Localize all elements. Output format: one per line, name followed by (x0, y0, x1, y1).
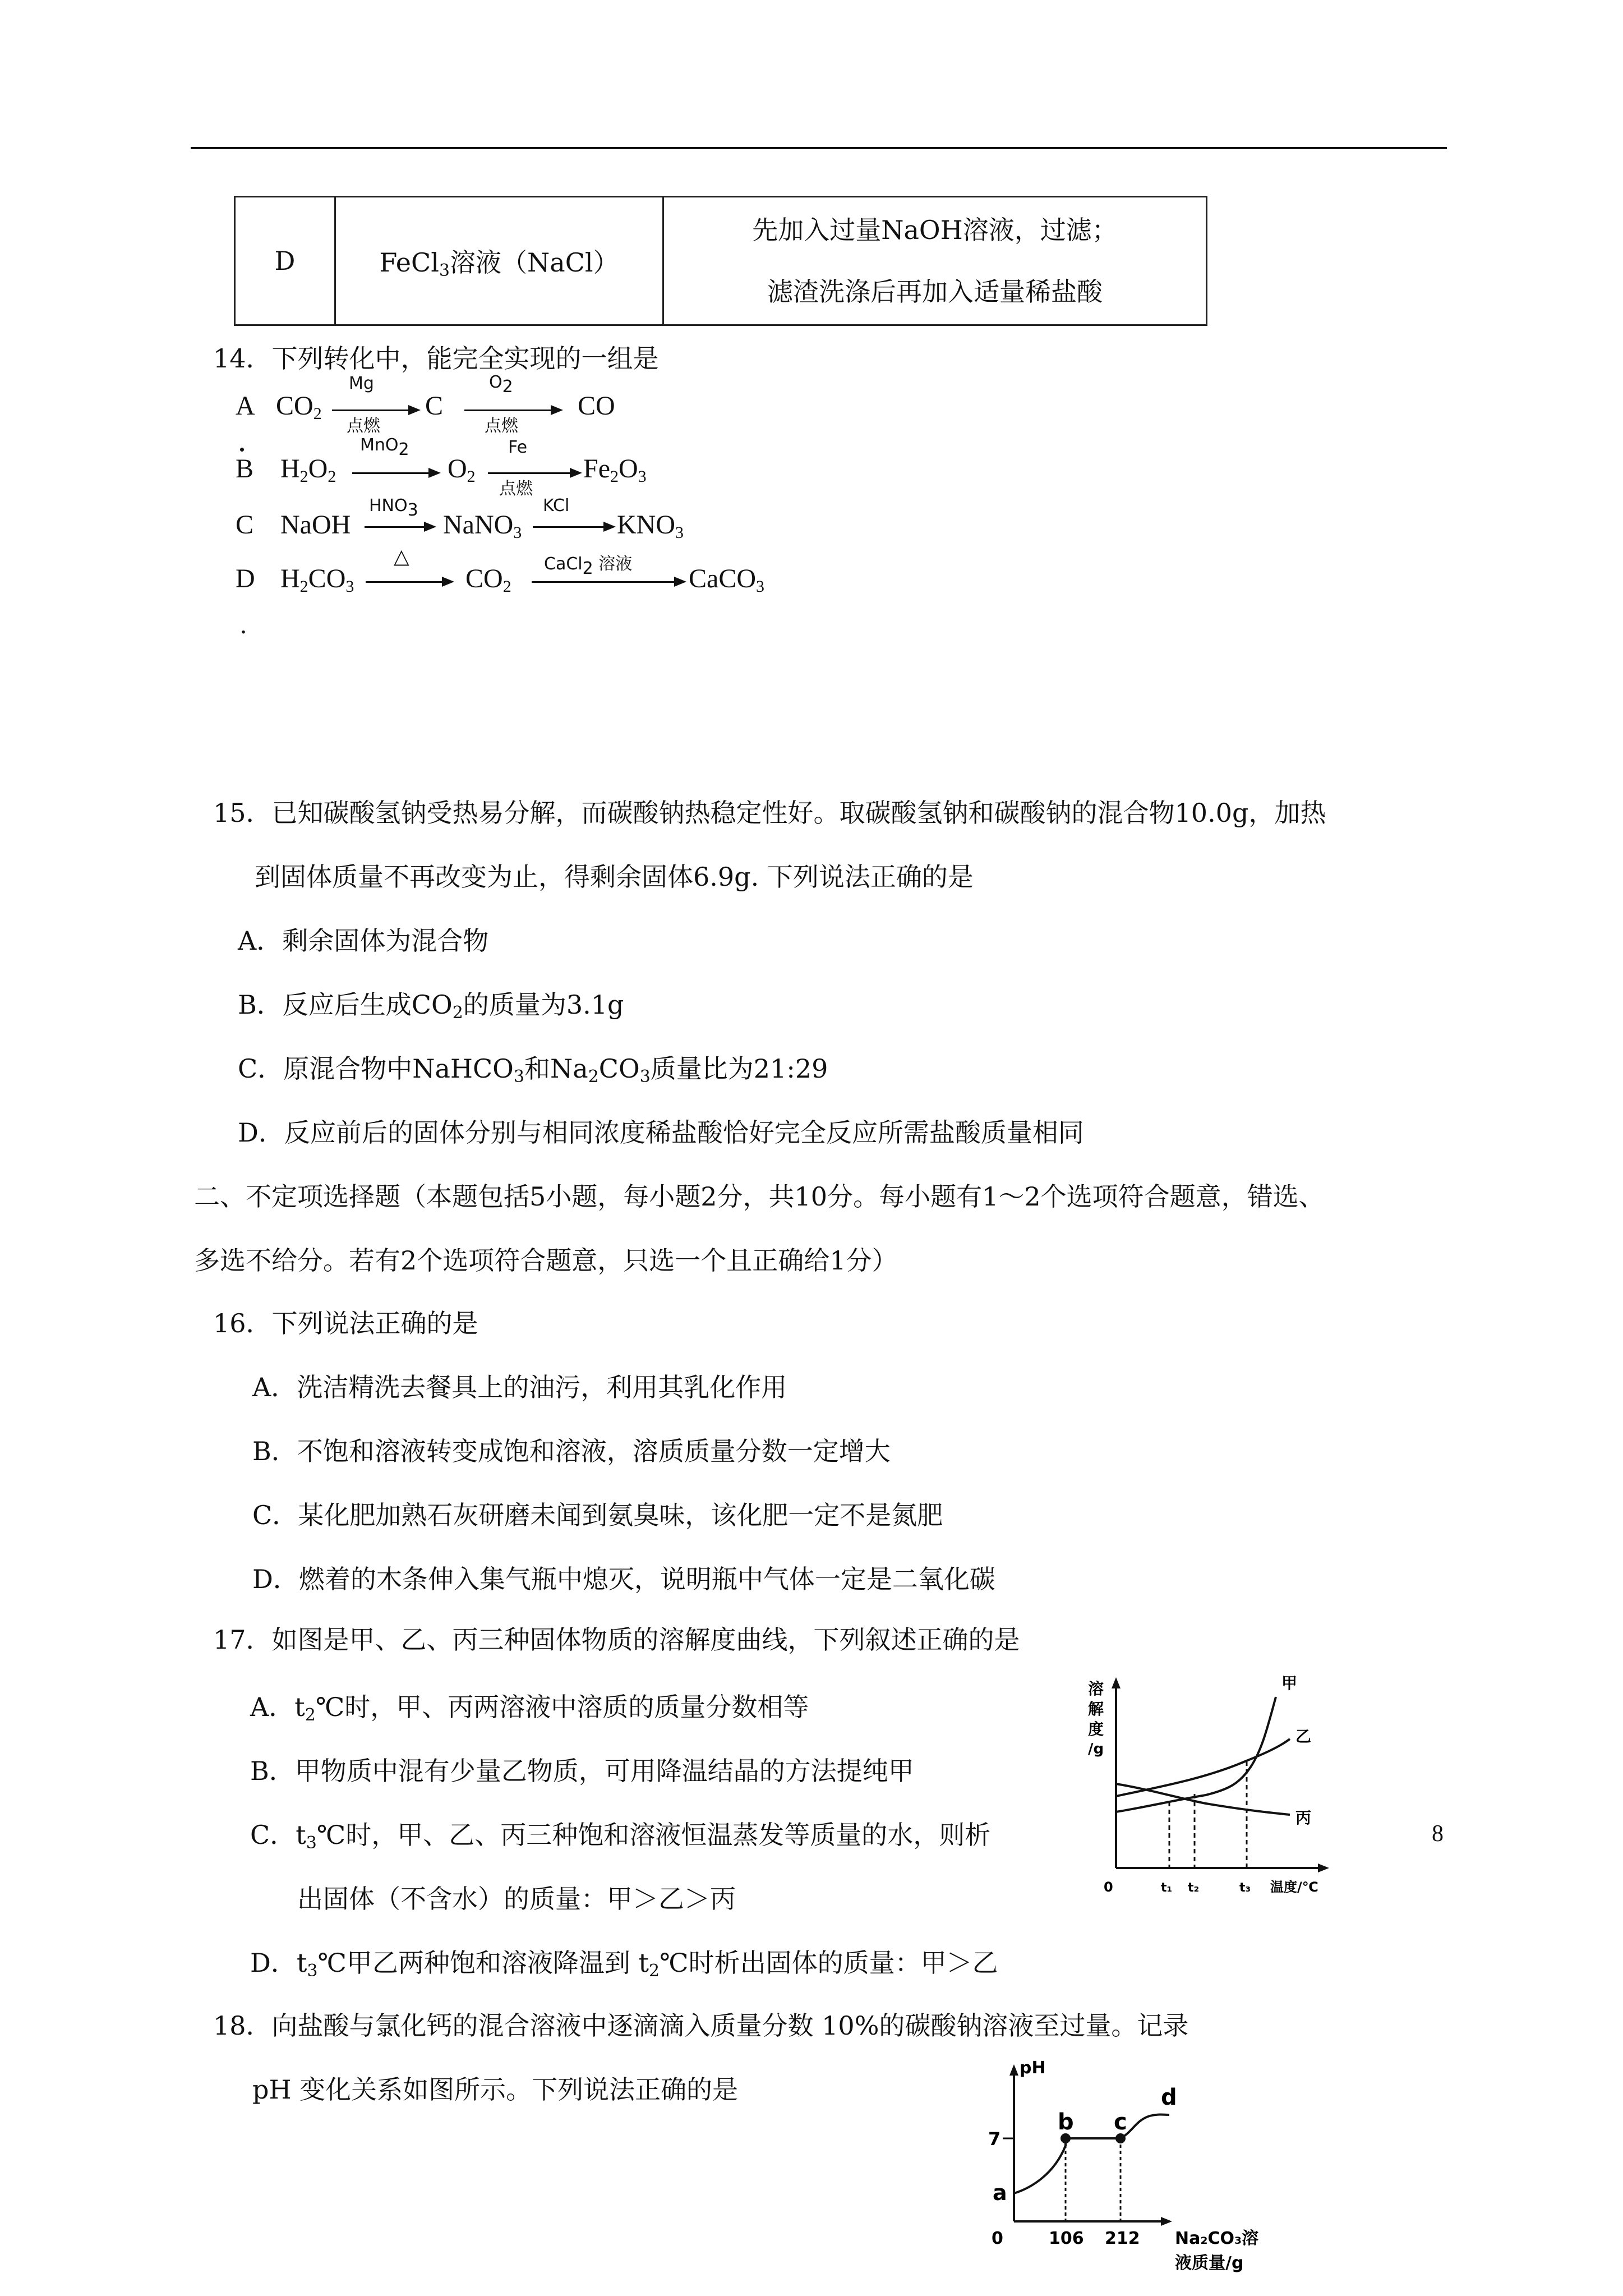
table-cell-method (663, 197, 1207, 325)
substance-sub: 3 (439, 261, 450, 280)
arrow-head-icon (603, 522, 616, 532)
reaction-arrow (464, 409, 553, 411)
sub: 3 (306, 1833, 317, 1853)
q17-option-d (250, 1947, 998, 1979)
label-sub: 2 (502, 377, 513, 397)
origin-label: 0 (992, 2229, 1003, 2248)
species (583, 453, 647, 484)
x-tick-212: 212 (1105, 2229, 1140, 2248)
species (276, 390, 322, 421)
text: A．t (250, 1692, 305, 1722)
formula: O (619, 454, 638, 484)
y-label-3: 度 (1088, 1720, 1104, 1738)
dot-mark (240, 448, 244, 452)
q17-option-c (250, 1819, 990, 1851)
label-a: a (993, 2180, 1007, 2205)
formula-sub: 3 (345, 577, 354, 596)
curve-yi (1116, 1739, 1290, 1796)
label-sub: 2 (582, 559, 593, 578)
species (280, 563, 354, 594)
q15-option-a: A．剩余固体为混合物 (238, 926, 489, 956)
species: C (425, 391, 444, 421)
arrow-label-top (369, 496, 418, 520)
q16-stem: 16．下列说法正确的是 (213, 1308, 478, 1338)
arrow-label-bottom: 点燃 (347, 416, 380, 436)
q16-option-c: C．某化肥加熟石灰研磨未闻到氨臭味，该化肥一定不是氮肥 (252, 1500, 943, 1530)
q15-option-d: D．反应前后的固体分别与相同浓度稀盐酸恰好完全反应所需盐酸质量相同 (238, 1117, 1084, 1148)
formula: O (448, 454, 467, 484)
table-cell-option (235, 197, 335, 325)
x-axis-label-2: 液质量/g (1175, 2253, 1244, 2273)
formula-sub: 3 (513, 523, 522, 542)
q15-option-b (238, 988, 624, 1021)
q16-option-b: B．不饱和溶液转变成饱和溶液，溶质质量分数一定增大 (252, 1436, 891, 1466)
formula: CO (465, 564, 503, 593)
species (465, 563, 511, 594)
formula-sub: 2 (299, 577, 308, 596)
y-tick-label: 7 (988, 2128, 1001, 2150)
sub: 2 (305, 1705, 316, 1725)
text: ℃甲乙两种饱和溶液降温到 t (317, 1948, 649, 1978)
reaction-arrow (352, 472, 431, 474)
reaction-arrow (366, 581, 444, 583)
q14-option-b (236, 453, 253, 484)
q14-option-d (236, 563, 255, 594)
formula: CaCO (689, 564, 756, 593)
label-d: d (1161, 2085, 1177, 2110)
sub: 2 (649, 1961, 660, 1981)
x-axis-arrow-icon (1318, 1864, 1329, 1872)
arrow-head-icon (424, 522, 436, 532)
curve-cd (1121, 2115, 1169, 2139)
label-c: c (1114, 2109, 1127, 2135)
y-label-4: /g (1088, 1741, 1104, 1757)
arrow-head-icon (408, 405, 421, 415)
formula-sub: 2 (502, 577, 511, 596)
reaction-arrow (332, 409, 411, 411)
table-row (235, 197, 1207, 325)
x-tick-106: 106 (1049, 2229, 1084, 2248)
y-label-2: 解 (1088, 1700, 1104, 1718)
q17-option-b: B．甲物质中混有少量乙物质，可用降温结晶的方法提纯甲 (250, 1756, 914, 1786)
option-letter: D (274, 246, 296, 276)
q16-option-a: A．洗洁精洗去餐具上的油污，利用其乳化作用 (252, 1372, 787, 1402)
arrow-label-top (544, 550, 633, 578)
section2-line2: 多选不给分。若有2个选项符合题意，只选一个且正确给1分） (194, 1245, 898, 1276)
text: C．t (250, 1820, 306, 1850)
formula-sub: 2 (328, 467, 336, 486)
tick-t1: t₁ (1161, 1881, 1173, 1895)
species: NaOH (280, 510, 351, 540)
y-label-1: 溶 (1088, 1680, 1104, 1698)
label-jia: 甲 (1281, 1674, 1298, 1692)
label-yi: 乙 (1295, 1727, 1312, 1746)
q15-stem-line1: 15．已知碳酸氢钠受热易分解，而碳酸钠热稳定性好。取碳酸氢钠和碳酸钠的混合物10.0g，加热 (213, 798, 1326, 828)
reaction-arrow (365, 526, 426, 528)
y-axis-arrow-icon (1112, 1677, 1121, 1688)
header-rule (191, 147, 1447, 149)
label-text: HNO (369, 496, 408, 516)
arrow-head-icon (442, 577, 454, 587)
arrow-label-top: Mg (349, 374, 374, 393)
text: 质量比为21:29 (650, 1053, 828, 1084)
formula-sub: 3 (756, 577, 764, 596)
arrow-label-top: Fe (508, 438, 528, 457)
label-sub: 2 (398, 440, 409, 459)
option-letter: B (236, 454, 254, 484)
label-text: MnO (360, 435, 399, 455)
formula: O (308, 454, 328, 484)
q17-option-c-cont: 出固体（不含水）的质量：甲＞乙＞丙 (297, 1884, 736, 1914)
option-letter: A (236, 391, 255, 421)
q14-option-a (236, 390, 322, 423)
option-letter: D (236, 564, 255, 593)
options-table (234, 196, 1207, 326)
formula-sub: 3 (638, 467, 647, 486)
text: ℃时，甲、乙、丙三种饱和溶液恒温蒸发等质量的水，则析 (316, 1820, 991, 1850)
arrow-label-top: KCl (543, 496, 570, 516)
substance-rest: 溶液（NaCl） (450, 247, 619, 278)
formula-sub: 3 (675, 523, 684, 542)
q18-stem-line1: 18．向盐酸与氯化钙的混合溶液中逐滴滴入质量分数 10%的碳酸钠溶液至过量。记录 (213, 2010, 1189, 2041)
y-axis-label: pH (1020, 2058, 1046, 2078)
species (617, 509, 684, 540)
q18-stem-line2: pH 变化关系如图所示。下列说法正确的是 (252, 2074, 739, 2105)
q14-stem: 14．下列转化中，能完全实现的一组是 (213, 343, 659, 374)
q16-option-d: D．燃着的木条伸入集气瓶中熄灭，说明瓶中气体一定是二氧化碳 (252, 1564, 995, 1594)
sub: 2 (588, 1067, 599, 1087)
reaction-arrow (532, 581, 676, 583)
arrow-label-bottom: 点燃 (485, 416, 518, 436)
formula-sub: 2 (467, 467, 476, 486)
formula-sub: 2 (299, 467, 308, 486)
text: CO (598, 1053, 640, 1084)
label-text: O (489, 372, 502, 392)
reaction-arrow (533, 526, 606, 528)
sub: 3 (307, 1961, 318, 1981)
label-bing: 丙 (1295, 1809, 1312, 1827)
label-text: 溶液 (593, 554, 633, 574)
q15-option-c (238, 1052, 828, 1085)
solubility-chart (1077, 1672, 1335, 1896)
formula-sub: 2 (610, 467, 619, 486)
substance-text: FeCl (379, 247, 439, 278)
label-sub: 3 (407, 500, 418, 520)
formula: Fe (583, 454, 610, 484)
method-line2: 滤渣洗涤后再加入适量稀盐酸 (767, 277, 1103, 307)
arrow-label-top (489, 372, 513, 397)
x-axis-label: 温度/℃ (1270, 1879, 1318, 1895)
formula: H (280, 564, 300, 593)
curve-jia (1116, 1697, 1276, 1812)
q15-stem-line2: 到固体质量不再改变为止，得剩余固体6.9g. 下列说法正确的是 (255, 862, 974, 892)
arrow-head-icon (428, 468, 441, 478)
y-axis-arrow-icon (1009, 2064, 1018, 2076)
formula: KNO (617, 510, 675, 540)
curve-bing (1116, 1784, 1290, 1815)
origin-label: 0 (1104, 1879, 1113, 1895)
page-number: 8 (1432, 1821, 1444, 1847)
text: 和Na (524, 1053, 588, 1084)
species (280, 453, 336, 484)
arrow-head-icon (674, 577, 686, 587)
species (448, 453, 476, 484)
species (443, 509, 522, 540)
q17-option-a (250, 1691, 809, 1723)
text: ℃时，甲、丙两溶液中溶质的质量分数相等 (315, 1692, 809, 1722)
q17-stem: 17．如图是甲、乙、丙三种固体物质的溶解度曲线，下列叙述正确的是 (213, 1625, 1020, 1655)
ph-chart (981, 2053, 1295, 2294)
arrow-head-icon (551, 405, 563, 415)
formula: H (280, 454, 300, 484)
table-cell-substance (335, 197, 663, 325)
curve-ab (1014, 2138, 1066, 2193)
option-letter: C (236, 510, 254, 540)
method-line1: 先加入过量NaOH溶液，过滤； (752, 215, 1118, 245)
formula-sub: 2 (313, 404, 322, 423)
text: D．t (250, 1948, 307, 1978)
x-axis-arrow-icon (1161, 2217, 1172, 2226)
formula: NaNO (443, 510, 514, 540)
sub: 3 (513, 1067, 524, 1087)
sub: 2 (452, 1003, 463, 1023)
stray-dot: . (240, 610, 247, 639)
text: C．原混合物中NaHCO (238, 1053, 514, 1084)
formula: CO (308, 564, 346, 593)
tick-t3: t₃ (1239, 1881, 1251, 1895)
label-b: b (1058, 2109, 1074, 2135)
arrow-label-top (360, 435, 409, 459)
label-text: CaCl (544, 554, 583, 574)
species: CO (578, 391, 615, 421)
section2-line1: 二、不定项选择题（本题包括5小题，每小题2分，共10分。每小题有1～2个选项符合题意，错选、 (194, 1181, 1325, 1212)
q14-option-c (236, 509, 253, 540)
sub: 3 (639, 1067, 651, 1087)
text: ℃时析出固体的质量：甲＞乙 (660, 1948, 998, 1978)
text: B．反应后生成CO (238, 990, 453, 1020)
arrow-head-icon (570, 468, 582, 478)
x-axis-label-1: Na₂CO₃溶 (1175, 2229, 1259, 2248)
reaction-arrow (488, 472, 572, 474)
heat-symbol: △ (394, 545, 409, 568)
formula: CO (276, 391, 313, 421)
tick-t2: t₂ (1188, 1881, 1200, 1895)
text: 的质量为3.1g (463, 990, 624, 1020)
arrow-label-bottom: 点燃 (499, 479, 533, 499)
species (689, 563, 764, 594)
